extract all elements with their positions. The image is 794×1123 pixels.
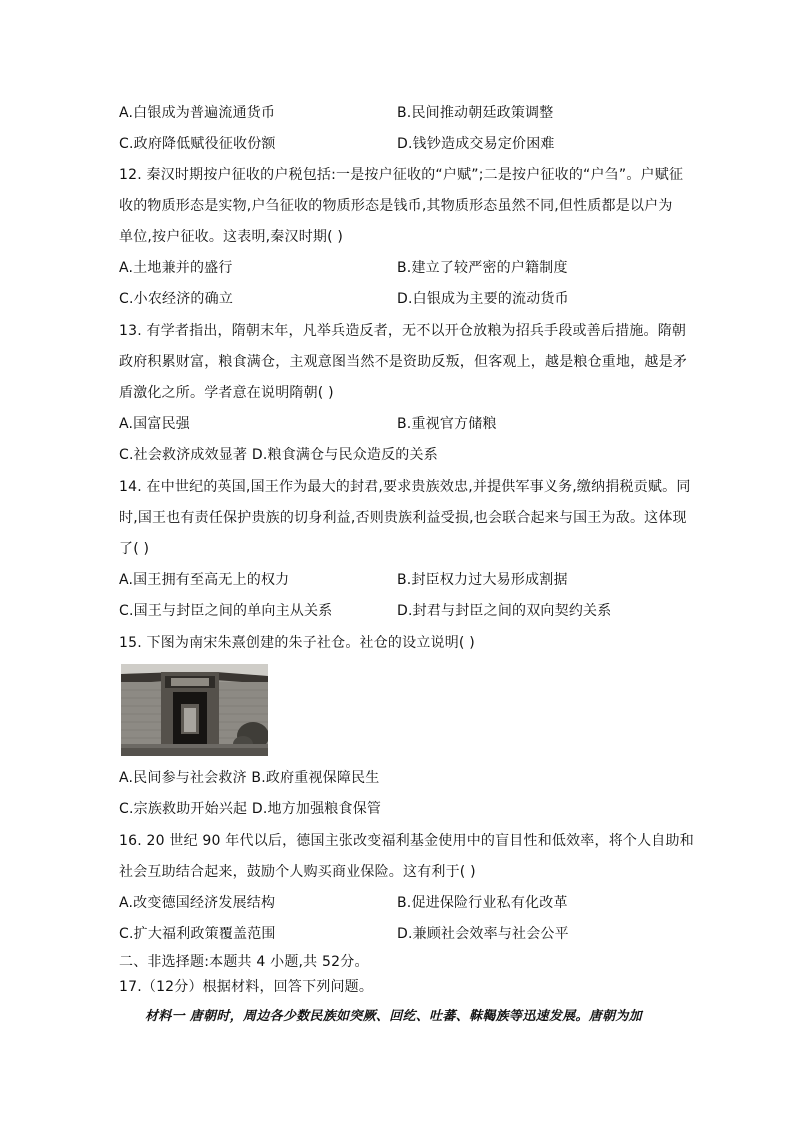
q15-stem: 15. 下图为南宋朱熹创建的朱子社仓。社仓的设立说明( ) (119, 635, 475, 651)
q12-option-d: D.白银成为主要的流动货币 (397, 291, 569, 307)
q16-option-b: B.促进保险行业私有化改革 (397, 895, 568, 911)
section-heading: 二、非选择题:本题共 4 小题,共 52分。 (119, 954, 369, 970)
q14-option-c: C.国王与封臣之间的单向主从关系 (119, 603, 333, 619)
q16-option-d: D.兼顾社会效率与社会公平 (397, 926, 569, 942)
zhuzi-granary-photo (121, 664, 268, 756)
q12-stem-line: 单位,按户征收。这表明,秦汉时期( ) (119, 229, 344, 245)
q12-option-a: A.土地兼并的盛行 (119, 260, 233, 276)
q17-material-one: 材料一 唐朝时，周边各少数民族如突厥、回纥、吐蕃、靺鞨族等迅速发展。唐朝为加 (145, 1009, 642, 1024)
q16-stem-line: 社会互助结合起来，鼓励个人购买商业保险。这有利于( ) (119, 864, 476, 880)
q14-option-a: A.国王拥有至高无上的权力 (119, 572, 290, 588)
q15-option-ab: A.民间参与社会救济 B.政府重视保障民生 (119, 770, 380, 786)
q14-option-d: D.封君与封臣之间的双向契约关系 (397, 603, 612, 619)
q14-stem-line: 14. 在中世纪的英国,国王作为最大的封君,要求贵族效忠,并提供军事义务,缴纳捐税贡赋。同 (119, 479, 691, 495)
q14-stem-line: 时,国王也有责任保护贵族的切身利益,否则贵族利益受损,也会联合起来与国王为敌。这体现 (119, 510, 687, 526)
q11-option-b: B.民间推动朝廷政策调整 (397, 105, 554, 121)
q13-option-b: B.重视官方储粮 (397, 416, 497, 432)
q15-option-cd: C.宗族救助开始兴起 D.地方加强粮食保管 (119, 801, 382, 817)
q16-stem-line: 16. 20 世纪 90 年代以后，德国主张改变福利基金使用中的盲目性和低效率，将个人自助和 (119, 833, 694, 849)
q13-option-a: A.国富民强 (119, 416, 190, 432)
q13-stem-line: 盾激化之所。学者意在说明隋朝( ) (119, 385, 334, 401)
q11-option-d: D.钱钞造成交易定价困难 (397, 136, 555, 152)
q12-stem-line: 12. 秦汉时期按户征收的户税包括:一是按户征收的“户赋”;二是按户征收的“户刍”。户赋征 (119, 167, 684, 183)
q11-option-c: C.政府降低赋役征收份额 (119, 136, 276, 152)
q12-stem-line: 收的物质形态是实物,户刍征收的物质形态是钱币,其物质形态虽然不同,但性质都是以户为 (119, 198, 673, 214)
q14-stem-line: 了( ) (119, 541, 150, 557)
q13-stem-line: 政府积累财富，粮食满仓，主观意图当然不是资助反叛，但客观上，越是粮仓重地，越是矛 (119, 354, 687, 370)
q14-option-b: B.封臣权力过大易形成割据 (397, 572, 568, 588)
q11-option-a: A.白银成为普遍流通货币 (119, 105, 276, 121)
q13-option-cd: C.社会救济成效显著 D.粮食满仓与民众造反的关系 (119, 447, 438, 463)
q16-option-a: A.改变德国经济发展结构 (119, 895, 276, 911)
q17-stem: 17.（12分）根据材料，回答下列问题。 (119, 979, 374, 995)
q16-option-c: C.扩大福利政策覆盖范围 (119, 926, 276, 942)
q13-stem-line: 13. 有学者指出，隋朝末年，凡举兵造反者，无不以开仓放粮为招兵手段或善后措施。隋朝 (119, 323, 687, 339)
q12-option-b: B.建立了较严密的户籍制度 (397, 260, 568, 276)
q12-option-c: C.小农经济的确立 (119, 291, 234, 307)
